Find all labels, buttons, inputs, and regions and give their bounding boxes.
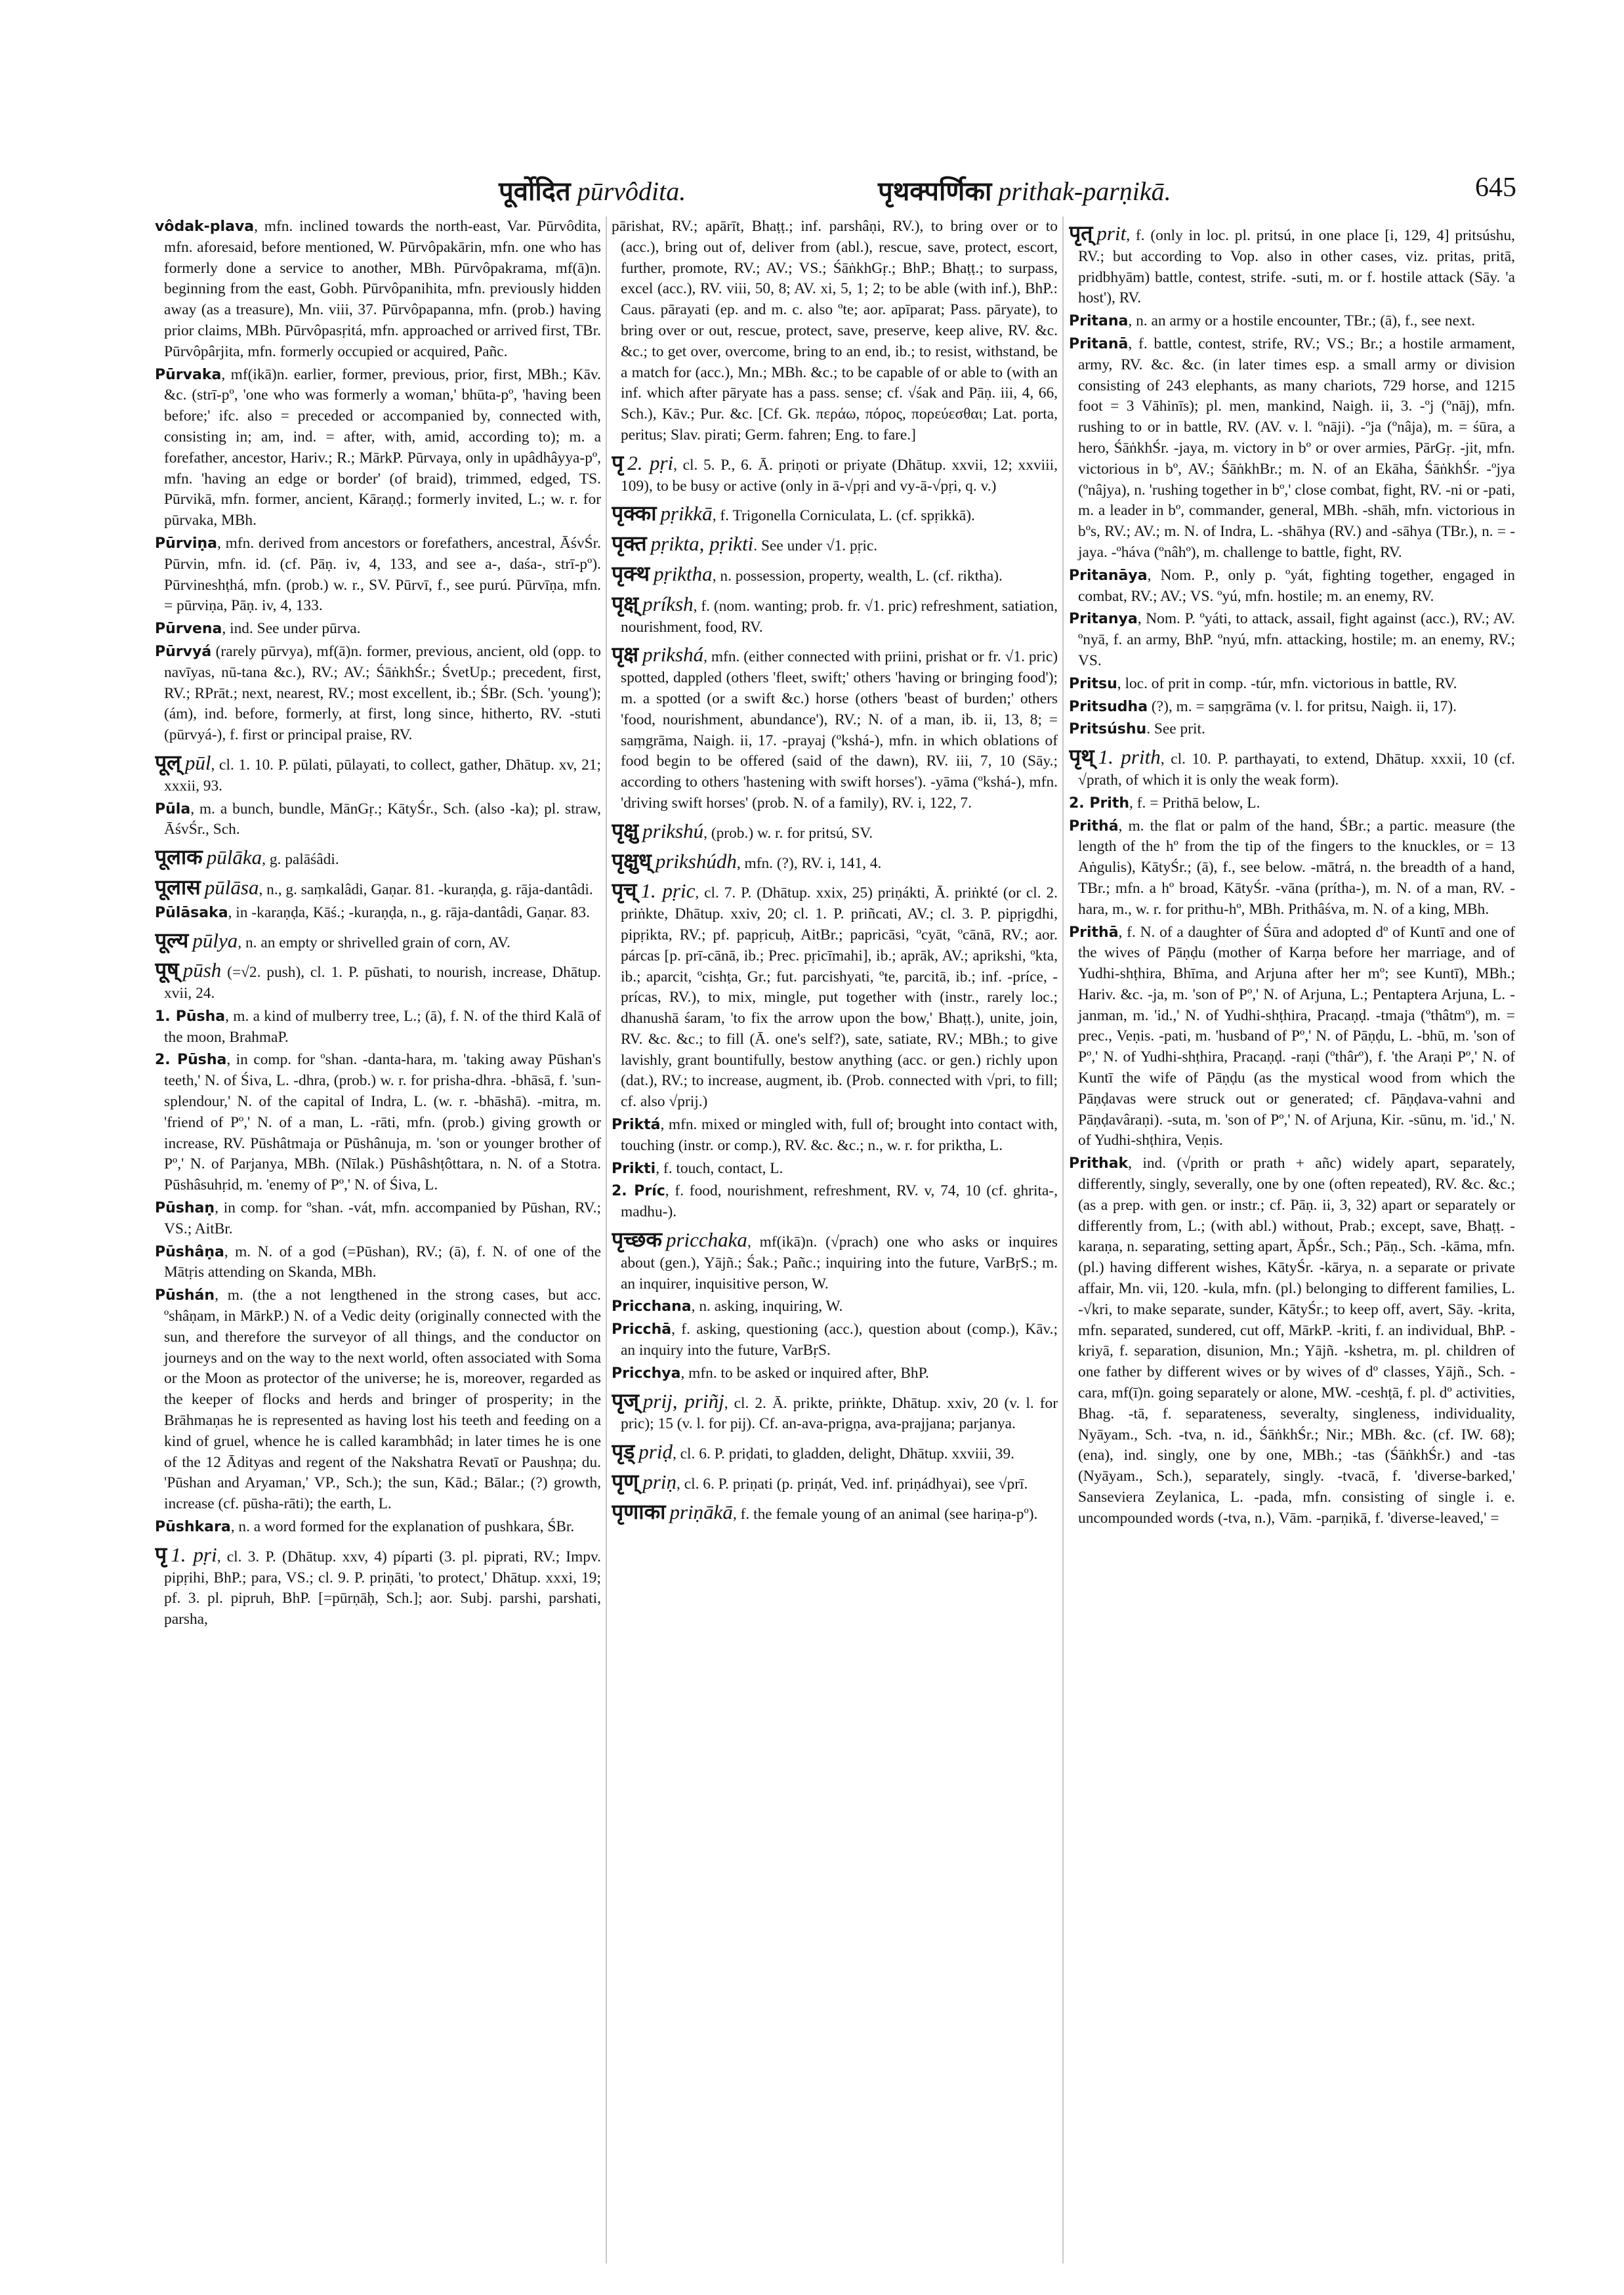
- dictionary-subentry: [1069, 1153, 1515, 1529]
- dictionary-subentry: [1069, 793, 1515, 814]
- header-right-devanagari: पृथक्पर्णिका: [878, 176, 992, 207]
- entry-definition: , in comp. for ºshan. -vát, mfn. accompanied by Pūshan, RV.; VS.; AitBr.: [164, 1199, 601, 1237]
- entry-definition: , loc. of prit in comp. -túr, mfn. victorious in battle, RV.: [1117, 674, 1457, 692]
- entry-definition: , in -karaṇḍa, Kāś.; -kuraṇḍa, n., g. rāja-dantâdi, Gaṇar. 83.: [228, 903, 591, 921]
- dictionary-subentry: [155, 365, 601, 531]
- subentry-headword: Pūrvena: [155, 621, 222, 638]
- entry-definition: . See under √1. pṛic.: [753, 537, 878, 555]
- subentry-headword: Pricchā: [612, 1321, 672, 1338]
- entry-definition: , n. an empty or shrivelled grain of corn, AV.: [238, 934, 510, 951]
- dictionary-entry: [612, 449, 1058, 497]
- entry-definition: , mf(ikā)n. earlier, former, previous, prior, first, MBh.; Kāv. &c. (strī-pº, 'one who was formerly a woman,' bhūta-pº, 'having been before;' ifc. also = preceded or accompanied by, connected with, consisting in; am, ind. = after, with, amid, according to); m. a forefather, ancestor, Hariv.; R.; MārkP. Pūrvaya, only in upâdhâyya-pº, mfn. 'having an edge or border' (of braid), trimmed, edged, TS. Pūrvikā, mfn. former, ancient, Kāraṇḍ.; formerly invited, L.; w. r. for pūrvaka, MBh.: [164, 365, 601, 529]
- header-left-word: [499, 172, 686, 208]
- subentry-headword: Prithak: [1069, 1155, 1129, 1172]
- column-3: [1069, 217, 1515, 2283]
- entry-definition: (?), m. = saṃgrāma (v. l. for pritsu, Naigh. ii, 17).: [1148, 697, 1457, 715]
- header-right-translit: prithak-parṇikā.: [998, 176, 1171, 206]
- entry-definition: , f. N. of a daughter of Śūra and adopted dº of Kuntī and one of the wives of Pāṇḍu (mother of Karṇa before her marriage, and of Yudhi-shṭhira, Bhīma, and Arjuna after her mº; see Kuntī), MBh.; Hariv. &c. -ja, m. 'son of Pº,' N. of Arjuna, L.; Pentaptera Arjuna, L. -janman, m. 'id.,' N. of Yudhi-shṭhira, Pracaṇḍ. -tmaja (ºthâtmº), m. = prec., Veṇis. -pati, m. 'husband of Pº,' N. of Pāṇḍu, L. -bhū, m. 'son of Pº,' N. of Yudhi-shṭhira, Pracaṇḍ. -raṇi (ºthârº), f. 'the Araṇi Pº,' N. of Kuntī the wife of Pāṇḍu (as the mystical wood from which the Pāṇḍavas were struck out or generated; cf. Pāṇḍava-vahni and Pāṇḍavâraṇi). -suta, m. 'son of Pº,' N. of Arjuna, Kir. -sūnu, m. 'id.,' N. of Yudhi-shṭhira, Veṇis.: [1078, 923, 1515, 1149]
- dictionary-subentry: [612, 1296, 1058, 1317]
- entry-definition: , mfn. derived from ancestors or forefathers, ancestral, ĀśvŚr. Pūrvin, mfn. id. (cf. Pāṇ. iv, 4, 133, and see a-, daśa-, strī-pº). Pūrvineshṭhá, mfn. (prob.) w. r., SV. Pūrvī, f., see purú. Pūrvīṇa, mfn. = pūrviṇa, Pāṇ. iv, 4, 133.: [164, 534, 601, 615]
- subentry-headword: Pūshaṇ: [155, 1200, 215, 1217]
- dictionary-entry: [612, 1227, 1058, 1294]
- subentry-headword: Prikti: [612, 1160, 656, 1177]
- dictionary-entry: [612, 817, 1058, 844]
- headword-devanagari: पृणाका: [612, 1499, 666, 1524]
- dictionary-entry: [155, 874, 601, 901]
- headword-devanagari: पृक्त: [612, 531, 647, 556]
- dictionary-entry: [155, 844, 601, 871]
- entry-definition: , m. N. of a god (=Pūshan), RV.; (ā), f. N. of one of the Mātṛis attending on Skanda, MBh.: [164, 1243, 601, 1281]
- entry-definition: , ind. (√prith or prath + añc) widely apart, separately, differently, singly, severally, one by one (often repeated), RV. &c. &c.; (as a prep. with gen. or instr.; cf. Pāṇ. ii, 3, 32) apart or separately or differently from, L.; (with abl.) without, Prab.; except, save, Bhaṭṭ. -karaṇa, n. separating, setting apart, ĀpŚr., Sch.; Pāṇ., Sch. -kāma, mfn. (pl.) having different wishes, KātyŚr. -kārya, n. a separate or private affair, Mn. vii, 120. -kula, mfn. (pl.) belonging to different families, L. -√kri, to make separate, sunder, KātyŚr.; to keep off, avert, Sāy. -krita, mfn. separated, sundered, cut off, MārkP. -kriti, f. an individual, BhP. -kriyā, f. separation, disunion, Mn.; Yājñ. -kshetra, m. pl. children of one father by different wives or by wives of dº classes, Yājñ., Sch. -cara, mf(ī)n. going separately or alone, MW. -ceshṭā, f. pl. dº activities, Bhag. -tā, f. separateness, severalty, singleness, individuality, Nyāyam., Sch. -tva, n. id., ŚāṅkhŚr.; Nir.; MBh. &c. (cf. IW. 68); (ena), ind. singly, one by one, MBh.; -tas (ŚāṅkhŚr.) and -tas (Nyāyam., Sch.), separately, singly. -tvacā, f. 'diverse-barked,' Sanseviera Zeylanica, L. -pada, mfn. consisting of single i. e. uncompounded words (-tva, n.), Vām. -parṇikā, f. 'diverse-leaved,' =: [1078, 1155, 1515, 1527]
- headword-devanagari: पृच्छक: [612, 1227, 662, 1252]
- headword-devanagari: पृ: [612, 449, 624, 475]
- dictionary-subentry: [155, 1006, 601, 1048]
- subentry-headword: Prithā: [1069, 924, 1119, 941]
- entry-definition: , n. a word formed for the explanation of pushkara, ŚBr.: [230, 1518, 575, 1536]
- entry-definition: , cl. 1. 10. P. pūlati, pūlayati, to collect, gather, Dhātup. xv, 21; xxxii, 93.: [164, 756, 601, 795]
- headword-devanagari: पृच्: [612, 878, 637, 903]
- entry-definition: , n. possession, property, wealth, L. (cf. riktha).: [712, 567, 1003, 585]
- headword-transliteration: pricchaka: [665, 1228, 747, 1252]
- subentry-headword: Pricchana: [612, 1298, 692, 1315]
- subentry-headword: Pūrviṇa: [155, 535, 218, 552]
- header-right-word: [878, 172, 1171, 208]
- entry-definition: , f. Trigonella Corniculata, L. (cf. spṛikkā).: [712, 507, 975, 525]
- entry-definition: , f. (nom. wanting; prob. fr. √1. pric) refreshment, satiation, nourishment, food, RV.: [621, 597, 1058, 636]
- headword-transliteration: prikshá: [642, 643, 704, 667]
- subentry-headword: Priktá: [612, 1117, 661, 1134]
- subentry-headword: Pritsúshu: [1069, 721, 1147, 738]
- dictionary-entry: [1069, 744, 1515, 791]
- subentry-headword: Pritana: [1069, 313, 1129, 330]
- headword-transliteration: prij, priñj: [642, 1389, 724, 1413]
- entry-definition: , Nom. P. ºyáti, to attack, assail, fight against (acc.), RV.; AV. ºnyā, f. an army, BhP. ºnyú, mfn. attacking, hostile; m. an enemy, RV.; VS.: [1078, 610, 1515, 669]
- entry-definition: , n., g. saṃkalâdi, Gaṇar. 81. -kuraṇḍa, g. rāja-dantâdi.: [259, 880, 593, 898]
- entry-definition: , mfn. (either connected with priini, prishat or fr. √1. pric) spotted, dappled (others 'fleet, swift;' others 'having or bringing food'); m. a spotted (or a swift &c.) horse (others 'beast of burden;' others 'food, nourishment, abundance'), RV.; N. of a man, ib. ii, 13, 8; = saṃgrāma, Naigh. ii, 17. -prayaj (ºkshá-), mfn. in which oblations of food begin to be offered (said of the dawn), RV. iii, 7, 10 (Sāy.; according to others 'hastening with swift horses'). -yāma (ºkshá-), mfn. 'driving swift horses' (prob. N. of a family), RV. i, 122, 7.: [621, 648, 1058, 812]
- subentry-headword: Pritanā: [1069, 335, 1129, 352]
- header-left-devanagari: पूर्वोदित: [499, 176, 571, 207]
- dictionary-subentry: [155, 1242, 601, 1284]
- dictionary-entry: [612, 1441, 1058, 1465]
- subentry-headword: Pritsudha: [1069, 698, 1148, 715]
- headword-transliteration: 1. pṛic: [640, 879, 696, 903]
- entry-definition: , n. an army or a hostile encounter, TBr.; (ā), f., see next.: [1128, 312, 1476, 330]
- entry-definition: , cl. 5. P., 6. Ā. priṇoti or priyate (Dhātup. xxvii, 12; xxviii, 109), to be busy or active (only in ā-√pṛi and vy-ā-√pṛi, q. v.): [621, 456, 1058, 495]
- subentry-headword: Pūshâṇa: [155, 1243, 224, 1260]
- headword-transliteration: pṛikkā: [660, 502, 713, 526]
- dictionary-entry: [1069, 220, 1515, 309]
- entry-definition: , mfn. to be asked or inquired after, BhP.: [680, 1364, 929, 1382]
- dictionary-subentry: [612, 1115, 1058, 1157]
- column-divider-1: [606, 217, 607, 2264]
- headword-devanagari: पृड्: [612, 1439, 635, 1464]
- headword-transliteration: pṛiktha: [654, 562, 713, 585]
- dictionary-subentry: [1069, 674, 1515, 695]
- entry-definition: , m. (the a not lengthened in the strong cases, but acc. ºshâṇam, in MārkP.) N. of a Vedic deity (originally connected with the sun, and therefore the surveyor of all things, and the conductor on journeys and on the way to the next world, often associated with Soma or the Moon as protector of the universe; he is, moreover, regarded as the keeper of flocks and herds and bringer of prosperity; in the Brāhmaṇas he is represented as having lost his teeth and feeding on a kind of gruel, whence he is called karambhâd; in later times he is one of the 12 Ādityas and regent of the Nakshatra Revatī or Paushṇa; du. 'Pūshan and Aryaman,' VP., Sch.); the sun, Kād.; Bālar.; (?) growth, increase (cf. pūsha-rāti); the earth, L.: [164, 1287, 601, 1513]
- dictionary-subentry: [155, 799, 601, 841]
- entry-definition: , g. palāśâdi.: [262, 851, 339, 869]
- dictionary-entry: [612, 1499, 1058, 1525]
- headword-transliteration: prikshúdh: [655, 849, 737, 873]
- subentry-headword: Pritanya: [1069, 611, 1138, 628]
- dictionary-subentry: [155, 217, 601, 363]
- dictionary-subentry: [1069, 816, 1515, 920]
- headword-devanagari: पूलास: [155, 874, 201, 899]
- headword-transliteration: 2. pṛi: [627, 451, 674, 474]
- dictionary-subentry: [155, 619, 601, 640]
- headword-transliteration: 1. prith: [1098, 745, 1161, 769]
- headword-transliteration: priḍ: [638, 1440, 673, 1464]
- headword-devanagari: पृक्षुध्: [612, 848, 652, 873]
- dictionary-subentry: [1069, 609, 1515, 671]
- page-number: 645: [1475, 173, 1516, 203]
- dictionary-subentry: [1069, 334, 1515, 564]
- entry-definition: , f. asking, questioning (acc.), question about (comp.), Kāv.; an inquiry into the future, VarBṛS.: [621, 1321, 1058, 1359]
- dictionary-entry: [612, 848, 1058, 875]
- dictionary-subentry: [155, 642, 601, 746]
- dictionary-entry: [155, 927, 601, 954]
- headword-transliteration: pūlāsa: [204, 875, 259, 899]
- column-divider-2: [1062, 217, 1064, 2264]
- entry-definition: , f. (only in loc. pl. pritsú, in one place [i, 129, 4] pritsúshu, RV.; but according to Vop. also in other cases, viz. pritas, pritā, pridbhyām) battle, contest, strife. -suti, m. or f. hostile attack (Sāy. 'a host'), RV.: [1078, 227, 1515, 307]
- dictionary-subentry: [1069, 311, 1515, 332]
- column-2: [612, 217, 1058, 2283]
- headword-transliteration: 1. pṛi: [171, 1542, 217, 1566]
- entry-definition: , cl. 10. P. parthayati, to extend, Dhātup. xxxii, 10 (cf. √prath, of which it is only the weak form).: [1078, 751, 1515, 789]
- dictionary-entry: [612, 1388, 1058, 1436]
- headword-devanagari: पृ: [155, 1541, 167, 1567]
- entry-definition: , m. the flat or palm of the hand, ŚBr.; a partic. measure (the length of the hº from the tip of the fingers to the knuckles, or = 13 Aṅgulis), KātyŚr.; (ā), f., see below. -mātrá, n. the breadth of a hand, TBr.; mfn. a hº broad, KātyŚr. -vāna (prítha-), m. N. of a man, RV. -hara, m., w. r. for prithu-hº, MBh. Prithâśva, m. N. of a king, MBh.: [1078, 817, 1515, 918]
- entry-definition: , f. touch, contact, L.: [656, 1159, 783, 1177]
- dictionary-entry: [612, 644, 1058, 814]
- entry-definition: , cl. 2. Ā. prikte, priṅkte, Dhātup. xxiv, 20 (v. l. for pric); 15 (v. l. for pij). Cf. an-ava-prigṇa, ava-prajjana; parjanya.: [621, 1394, 1058, 1433]
- headword-devanagari: पृत्: [1069, 220, 1093, 245]
- subentry-headword: Pūshán: [155, 1287, 215, 1304]
- entry-definition: , Nom. P., only p. ºyát, fighting together, engaged in combat, RV.; AV.; VS. ºyú, mfn. hostile; m. an enemy, RV.: [1078, 566, 1515, 605]
- subentry-headword: Pritanāya: [1069, 567, 1148, 584]
- dictionary-subentry: [1069, 719, 1515, 740]
- headword-transliteration: priṇākā: [669, 1500, 733, 1523]
- entry-definition: , mfn. inclined towards the north-east, Var. Pūrvôdita, mfn. aforesaid, before mentioned, W. Pūrvôpakārin, mfn. one who has formerly done a service to another, MBh. Pūrvôpakrama, mf(ā)n. beginning from the east, Gobh. Pūrvôpanihita, mfn. previously hidden away (as a treasure), Mn. viii, 37. Pūrvôpapanna, mfn. (prob.) having prior claims, MBh. Pūrvôpasṛitá, mfn. approached or arrived first, TBr. Pūrvôpârjita, mfn. formerly occupied or acquired, Pañc.: [164, 218, 601, 360]
- dictionary-entry: [612, 590, 1058, 638]
- entry-definition: , mfn. mixed or mingled with, full of; brought into contact with, touching (instr. or comp.), RV. &c. &c.; n., w. r. for priktha, L.: [621, 1116, 1058, 1154]
- dictionary-entry: [155, 749, 601, 797]
- entry-definition: . See prit.: [1146, 720, 1205, 738]
- dictionary-subentry: [1069, 922, 1515, 1152]
- entry-definition: (=√2. push), cl. 1. P. pūshati, to nourish, increase, Dhātup. xvii, 24.: [164, 964, 601, 1003]
- headword-transliteration: prit: [1096, 222, 1127, 245]
- subentry-headword: Pūshkara: [155, 1519, 231, 1536]
- headword-transliteration: pūl: [184, 751, 211, 774]
- entry-definition: , mfn. (?), RV. i, 141, 4.: [736, 854, 882, 872]
- dictionary-subentry: [1069, 697, 1515, 718]
- headword-devanagari: पृक्का: [612, 501, 657, 526]
- subentry-headword: Pūlāsaka: [155, 904, 228, 921]
- column-1: [155, 217, 601, 2283]
- entry-definition: , cl. 6. P. priḍati, to gladden, delight, Dhātup. xxviii, 39.: [672, 1445, 1015, 1463]
- subentry-headword: 2. Prith: [1069, 795, 1130, 812]
- subentry-headword: vôdak-plava: [155, 218, 255, 235]
- subentry-headword: Pritsu: [1069, 675, 1117, 692]
- entry-definition: (rarely pūrvya), mf(ā)n. former, previous, ancient, old (opp. to navīyas, nū-tana &c.), RV.; AV.; ŚāṅkhŚr.; ŚvetUp.; precedent, first, RV.; RPrāt.; next, nearest, RV.; most excellent, ib.; ŚBr. (Sch. 'young'); (ám), ind. before, formerly, at first, long since, hitherto, RV. -stuti (pūrvyá-), f. first or principal praise, RV.: [164, 642, 601, 744]
- entry-definition: , cl. 3. P. (Dhātup. xxv, 4) píparti (3. pl. piprati, RV.; Impv. pipṛihi, BhP.; para, VS.; cl. 9. P. priṇāti, 'to protect,' Dhātup. xxxi, 19; pf. 3. pl. pipruh, BhP. [=pūrṇāḥ, Sch.]; aor. Subj. parshi, parshati, parsha,: [164, 1548, 601, 1628]
- dictionary-subentry: [612, 217, 1058, 446]
- dictionary-entry: [612, 533, 1058, 557]
- headword-devanagari: पृथ्: [1069, 744, 1094, 770]
- entry-definition: pārishat, RV.; apārīt, Bhaṭṭ.; inf. parshâṇi, RV.), to bring over or to (acc.), bring out of, deliver from (abl.), rescue, save, protect, escort, further, promote, RV.; AV.; VS.; ŚāṅkhGṛ.; BhP.; Bhaṭṭ.; to surpass, excel (acc.), RV. viii, 50, 8; AV. xi, 5, 1; 2; to be able (with inf.), BhP.: Caus. pārayati (ep. and m. c. also ºte; aor. apīparat; Pass. pāryate), to bring over or out, rescue, protect, save, preserve, keep alive, RV. &c. &c.; to get over, overcome, bring to an end, ib.; to resist, withstand, be a match for (acc.), Mn.; MBh. &c.; to be capable of or able to (with an inf. which after pāryate has a pass. sense; cf. √śak and Pāṇ. iii, 4, 66, Sch.), Kāv.; Pur. &c. [Cf. Gk. περάω, πόρος, πορεύεσθαι; Lat. porta, peritus; Slav. pirati; Germ. fahren; Eng. to fare.]: [612, 218, 1058, 444]
- entry-definition: , m. a kind of mulberry tree, L.; (ā), f. N. of the third Kalā of the moon, BrahmaP.: [164, 1007, 601, 1046]
- subentry-headword: Prithá: [1069, 817, 1119, 835]
- headword-devanagari: पृक्ष: [612, 642, 639, 667]
- headword-devanagari: पूलाक: [155, 844, 203, 870]
- subentry-headword: 1. Pūsha: [155, 1008, 226, 1025]
- headword-transliteration: pūlāka: [206, 846, 262, 869]
- headword-devanagari: पृण्: [612, 1469, 639, 1495]
- dictionary-entry: [612, 880, 1058, 1113]
- entry-definition: , f. battle, contest, strife, RV.; VS.; Br.; a hostile armament, army, RV. &c. &c. (in later times esp. a small army or division consisting of 243 elephants, as many chariots, 729 horse, and 1215 foot = 3 Vāhinīs); pl. men, mankind, Naigh. ii, 3. -ºj (ºnāj), mfn. rushing to or in battle, RV. (AV. v. l. ºnāji). -ºja (ºnâja), m. = śūra, a hero, ŚāṅkhŚr. -jaya, m. victory in bº or over armies, PārGṛ. -jit, mfn. victorious in bº, AV.; ŚāṅkhBr.; m. N. of an Ekāha, ŚāṅkhŚr. -ºjya (ºnâjya), n. 'rushing together in bº,' close combat, fight, RV. -ni or -pati, m. a leader in bº, commander, general, MBh. -shāh, mfn. victorious in bºs, RV.; AV.; m. N. of Indra, L. -shāhya (RV.) and -sāhya (TBr.), n. = -jaya. -ºháva (ºnâhº), m. challenge to battle, fight, RV.: [1078, 335, 1515, 561]
- dictionary-subentry: [155, 533, 601, 617]
- dictionary-subentry: [155, 903, 601, 924]
- entry-definition: , f. the female young of an animal (see hariṇa-pº).: [732, 1505, 1038, 1523]
- headword-transliteration: príksh: [642, 592, 694, 615]
- dictionary-entry: [612, 503, 1058, 527]
- headword-transliteration: prikshú: [642, 819, 704, 842]
- subentry-headword: Pūla: [155, 800, 191, 817]
- dictionary-entry: [612, 560, 1058, 587]
- headword-transliteration: pṛikta, pṛikti: [650, 532, 754, 556]
- dictionary-entry: [155, 1541, 601, 1630]
- dictionary-entry: [612, 1469, 1058, 1495]
- entry-definition: , ind. See under pūrva.: [222, 620, 361, 638]
- dictionary-subentry: [155, 1198, 601, 1240]
- entry-definition: , m. a bunch, bundle, MānGṛ.; KātyŚr., Sch. (also -ka); pl. straw, ĀśvŚr., Sch.: [164, 800, 601, 838]
- dictionary-entry: [155, 957, 601, 1004]
- dictionary-subentry: [1069, 566, 1515, 608]
- page-header: [0, 172, 1624, 211]
- headword-devanagari: पूल्य: [155, 927, 189, 953]
- dictionary-subentry: [612, 1159, 1058, 1180]
- dictionary-subentry: [612, 1363, 1058, 1384]
- subentry-headword: Pūrvaka: [155, 366, 222, 383]
- dictionary-subentry: [155, 1050, 601, 1196]
- subentry-headword: Pricchya: [612, 1365, 681, 1382]
- entry-definition: , f. = Prithā below, L.: [1129, 794, 1260, 812]
- subentry-headword: Pūrvyá: [155, 643, 212, 660]
- header-left-translit: pūrvôdita.: [577, 176, 686, 206]
- entry-definition: , (prob.) w. r. for pritsú, SV.: [703, 824, 873, 842]
- dictionary-subentry: [155, 1517, 601, 1538]
- headword-transliteration: priṇ: [642, 1470, 677, 1494]
- dictionary-subentry: [155, 1285, 601, 1515]
- headword-transliteration: pūlya: [192, 928, 238, 952]
- headword-devanagari: पृक्ष्: [612, 590, 639, 616]
- dictionary-subentry: [612, 1181, 1058, 1223]
- entry-definition: , in comp. for ºshan. -danta-hara, m. 'taking away Pūshan's teeth,' N. of Śiva, L. -dhra, (prob.) w. r. for prisha-dhra. -bhāsā, f. 'sun-splendour,' N. of the capital of Indra, L. (w. r. -bhāshā). -mitra, m. 'friend of Pº,' N. of a man, L. -rāti, mfn. (prob.) giving growth or increase, RV. Pūshâtmaja or Pūshânuja, m. 'son or younger brother of Pº,' N. of Parjanya, MBh. (Nīlak.) Pūshâshṭôttara, n. N. of a Stotra. Pūshâsuhṛid, m. 'enemy of Pº,' N. of Śiva, L.: [164, 1051, 601, 1194]
- dictionary-subentry: [612, 1319, 1058, 1361]
- subentry-headword: 2. Pūsha: [155, 1052, 227, 1069]
- headword-devanagari: पृक्थ: [612, 560, 650, 586]
- entry-definition: , cl. 7. P. (Dhātup. xxix, 25) priṇákti, Ā. priṅkté (or cl. 2. priṅkte, Dhātup. xxiv, 20; cl. 1. P. priñcati, AV.; cl. 3. P. pipṛigdhi, pipṛikta, RV.; pf. papṛicuḥ, AitBr.; papricāsi, ºcyāt, ºcānā, RV.; aor. párcas [p. prī-cānā, ib.; Prec. pṛicīmahi], ib.; aprāk, AV.; aprikshi, ºkta, ib.; aparcit, ºcishṭa, Gr.; fut. parcishyati, ºte, parcitā, ib.; inf. -príce, -prícas, RV.), to mix, mingle, put together with (instr., rarely loc.; dhanushā śaram, 'to fix the arrow upon the bow,' Bhaṭṭ.), unite, join, RV. &c. &c.; to fill (Ā. one's self?), sate, satiate, RV.; MBh.; to give lavishly, grant bountifully, bestow anything (acc. or gen.) richly upon (dat.), RV.; to increase, augment, ib. (Prob. connected with √pri, to fill; cf. also √prij.): [621, 884, 1058, 1111]
- headword-devanagari: पूष्: [155, 957, 179, 983]
- headword-devanagari: पृज्: [612, 1388, 639, 1413]
- entry-definition: , cl. 6. P. priṇati (p. priṇát, Ved. inf. priṇádhyai), see √prī.: [677, 1476, 1028, 1493]
- entry-definition: , n. asking, inquiring, W.: [691, 1298, 843, 1315]
- subentry-headword: 2. Príc: [612, 1183, 665, 1200]
- headword-devanagari: पृक्षु: [612, 817, 639, 843]
- headword-devanagari: पूल्: [155, 749, 181, 775]
- headword-transliteration: pūsh: [182, 959, 222, 982]
- entry-definition: , f. food, nourishment, refreshment, RV. v, 74, 10 (cf. ghrita-, madhu-).: [621, 1182, 1058, 1221]
- entry-definition: , mf(ikā)n. (√prach) one who asks or inquires about (gen.), Yājñ.; Śak.; Pañc.; inquiring into the future, VarBṛS.; m. an inquirer, inquisitive person, W.: [621, 1233, 1058, 1292]
